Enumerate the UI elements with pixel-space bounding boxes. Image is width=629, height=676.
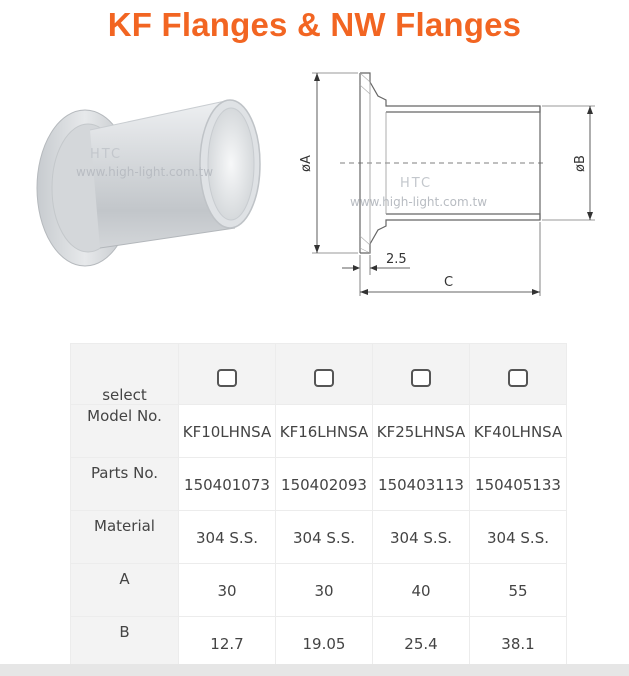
a-cell: 55	[470, 564, 567, 617]
material-cell: 304 S.S.	[470, 511, 567, 564]
select-checkbox-kf10[interactable]	[217, 369, 237, 387]
spec-table	[70, 343, 567, 670]
material-cell: 304 S.S.	[373, 511, 470, 564]
watermark-url: www.high-light.com.tw	[76, 165, 214, 179]
label-select: select	[71, 344, 179, 405]
model-cell: KF10LHNSA	[179, 405, 276, 458]
table-row-select	[71, 344, 567, 405]
parts-cell: 150401073	[179, 458, 276, 511]
material-cell: 304 S.S.	[179, 511, 276, 564]
table-row-model	[71, 405, 567, 458]
parts-cell: 150402093	[276, 458, 373, 511]
flange-product-image	[30, 80, 265, 280]
dim-c-label: C	[444, 275, 454, 290]
model-cell: KF40LHNSA	[470, 405, 567, 458]
b-cell: 12.7	[179, 617, 276, 670]
label-material: Material	[71, 511, 179, 564]
drawing-watermark-logo: HTC	[400, 176, 433, 191]
page-title: KF Flanges & NW Flanges	[107, 6, 522, 43]
dim-thickness-label: 2.5	[386, 252, 407, 267]
b-cell: 25.4	[373, 617, 470, 670]
parts-cell: 150405133	[470, 458, 567, 511]
model-cell: KF16LHNSA	[276, 405, 373, 458]
a-cell: 30	[179, 564, 276, 617]
table-row-material	[71, 511, 567, 564]
table-row-a	[71, 564, 567, 617]
b-cell: 19.05	[276, 617, 373, 670]
a-cell: 30	[276, 564, 373, 617]
select-checkbox-kf40[interactable]	[508, 369, 528, 387]
b-cell: 38.1	[470, 617, 567, 670]
label-a: A	[71, 564, 179, 617]
table-row-parts	[71, 458, 567, 511]
select-checkbox-kf25[interactable]	[411, 369, 431, 387]
dim-b-label: øB	[573, 155, 588, 172]
label-b: B	[71, 617, 179, 670]
table-row-b	[71, 617, 567, 670]
a-cell: 40	[373, 564, 470, 617]
watermark-logo: HTC	[90, 147, 123, 162]
parts-cell: 150403113	[373, 458, 470, 511]
label-model: Model No.	[71, 405, 179, 458]
bottom-scrollbar[interactable]	[0, 664, 629, 676]
flange-technical-drawing	[290, 60, 615, 310]
dim-a-label: øA	[299, 155, 314, 172]
material-cell: 304 S.S.	[276, 511, 373, 564]
label-parts: Parts No.	[71, 458, 179, 511]
model-cell: KF25LHNSA	[373, 405, 470, 458]
select-checkbox-kf16[interactable]	[314, 369, 334, 387]
drawing-watermark-url: www.high-light.com.tw	[350, 195, 488, 209]
